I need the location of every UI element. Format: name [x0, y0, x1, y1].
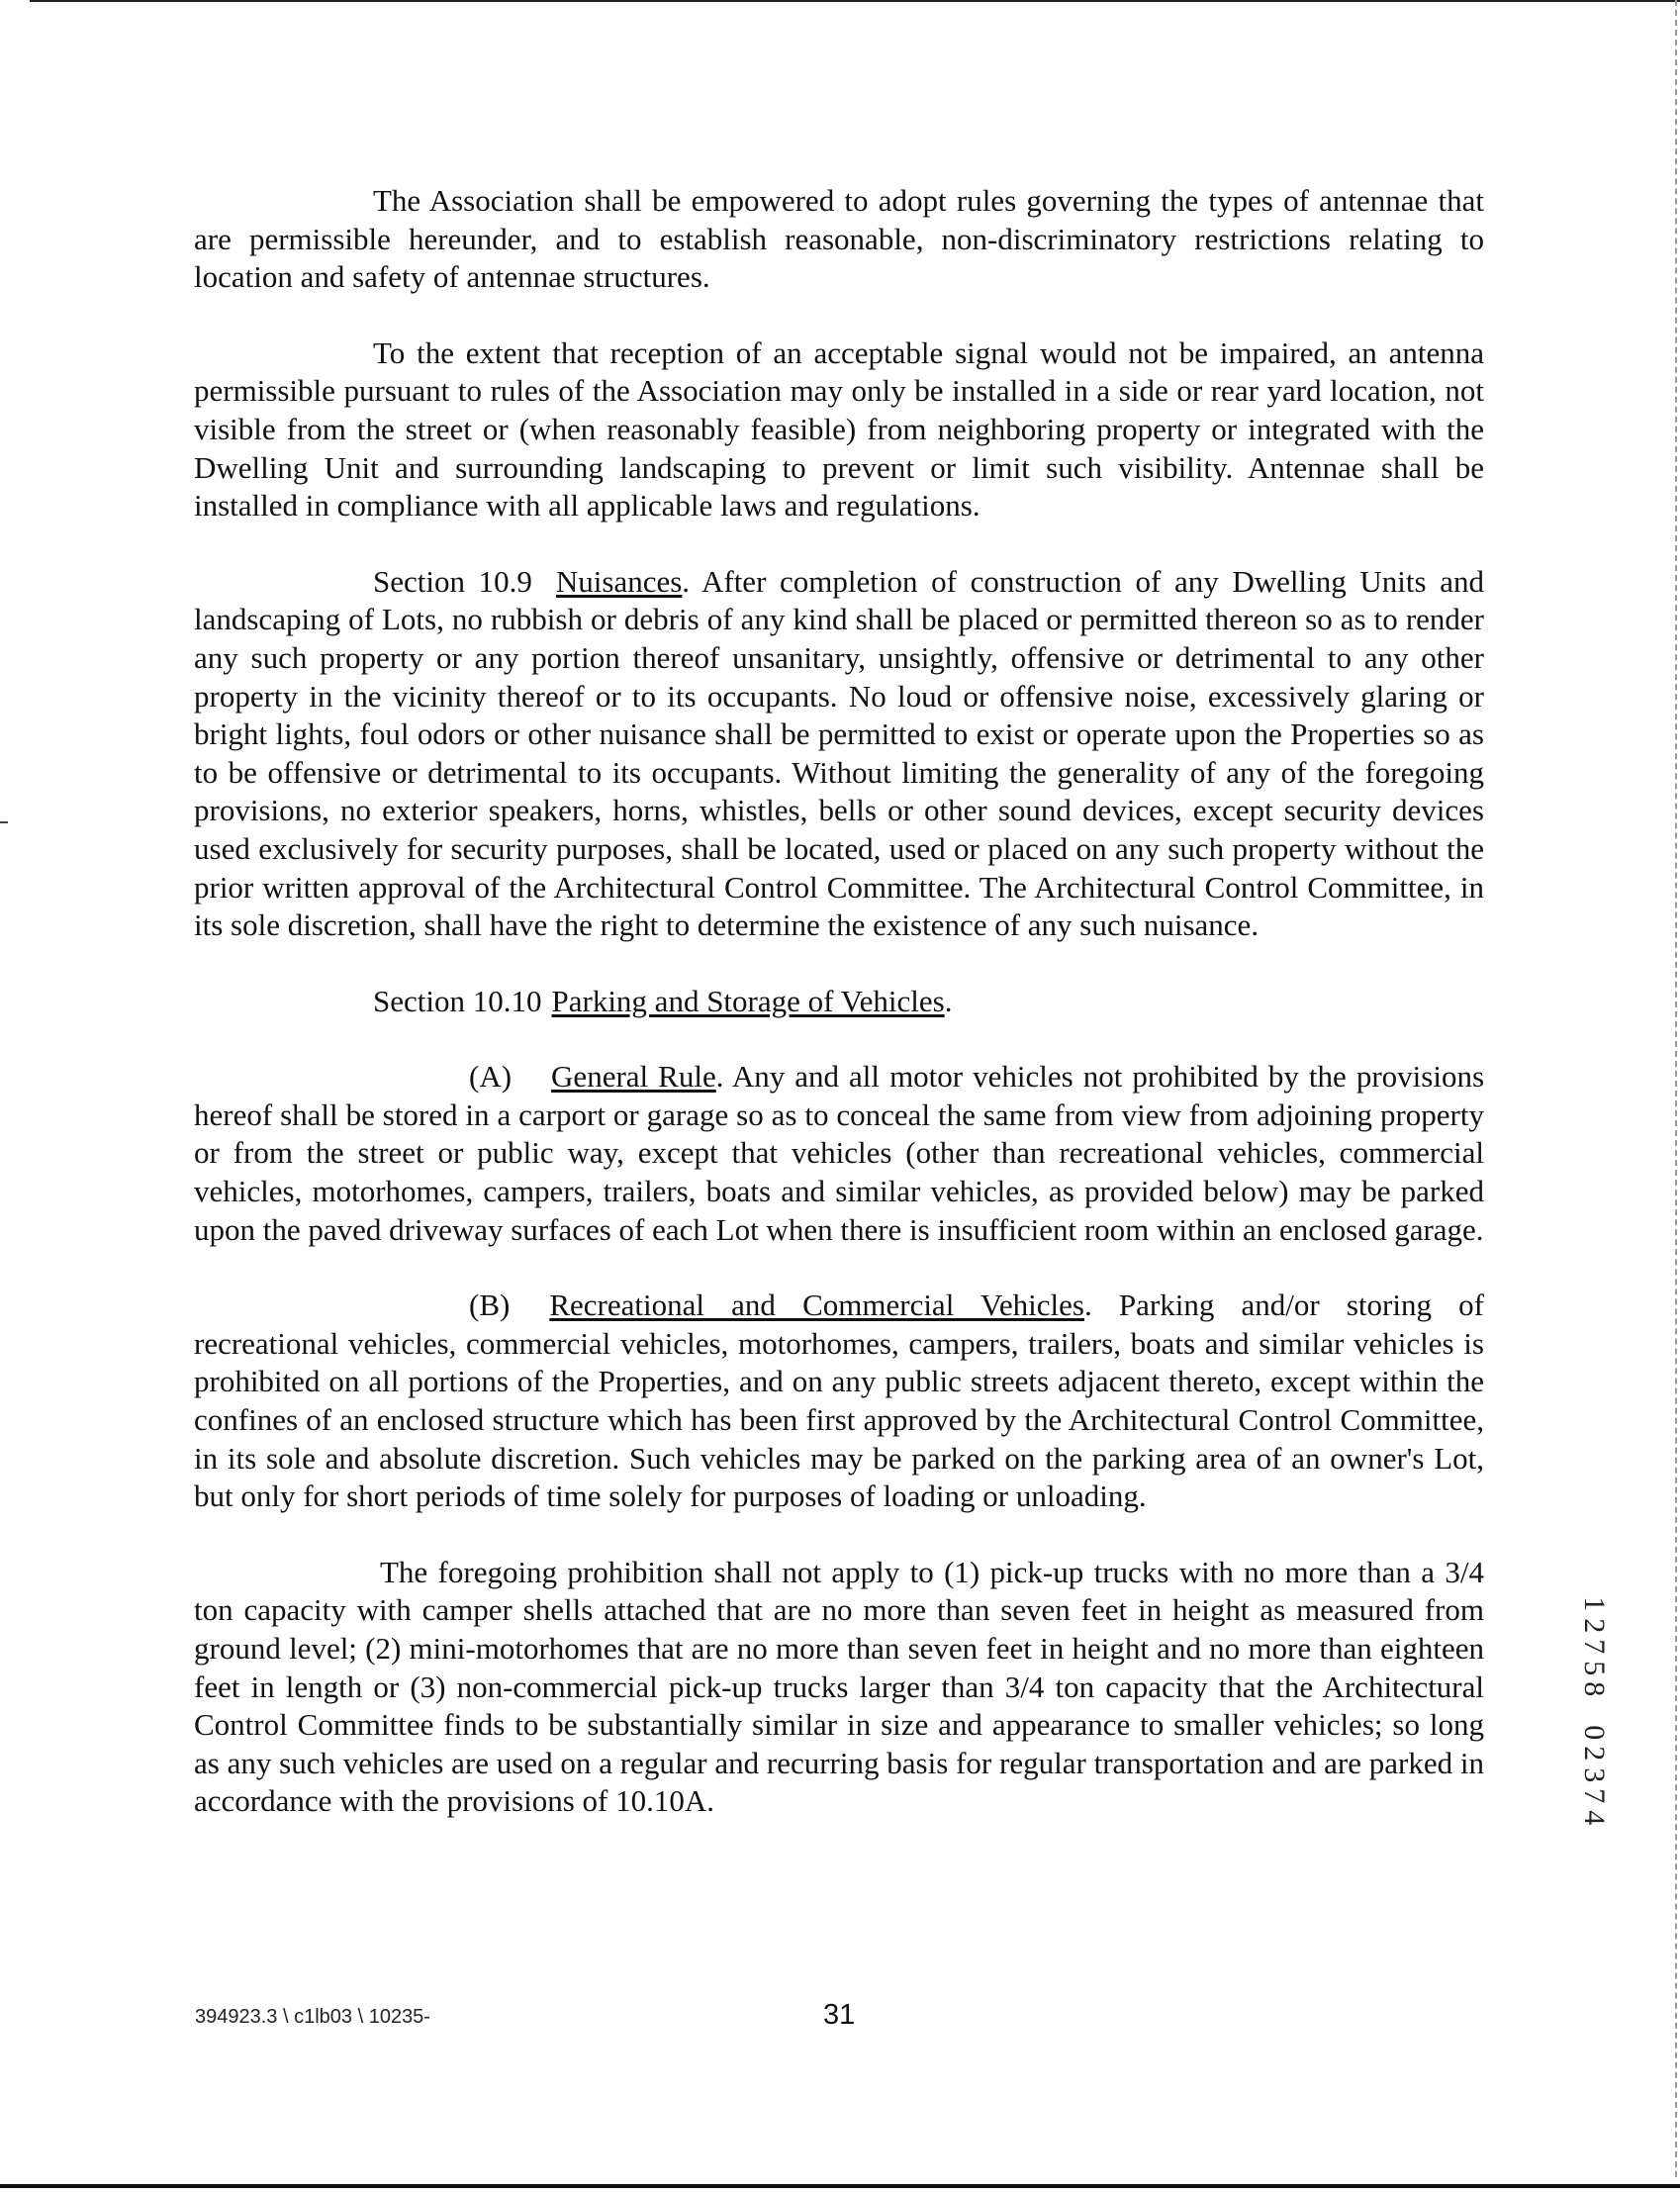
- bottom-border-rule: [0, 2184, 1680, 2188]
- subsection-label: (B): [469, 1287, 511, 1323]
- section-body: . After completion of construction of any Dwelling Units and landscaping of Lots, no rubbish or debris of any kind shall be placed or permitted thereon so as to render any such property or any portion thereof unsanitary, unsightly, offensive or detrimental to any other property in the vicinity thereof or to its occupants. No loud or offensive noise, excessively glaring or bright lights, foul odors or other nuisance shall be permitted to exist or operate upon the Properties so as to be offensive or detrimental to its occupants. Without limiting the generality of any of the foregoing provisions, no exterior speakers, horns, whistles, bells or other sound devices, except security devices used exclusively for security purposes, shall be located, used or placed on any such property without the prior written approval of the Architectural Control Committee. The Architectural Control Committee, in its sole discretion, shall have the right to determine the existence of any such nuisance.: [194, 563, 1484, 943]
- page-number: 31: [823, 1999, 856, 2031]
- stamp-char: 7: [1577, 1788, 1611, 1804]
- stamp-char: 0: [1577, 1724, 1611, 1740]
- stamp-char: 3: [1577, 1766, 1611, 1782]
- subsection-b-recreational-vehicles: [194, 1287, 1484, 1516]
- document-body: [194, 182, 1484, 1859]
- stamp-char: 4: [1577, 1809, 1611, 1825]
- section-10-10-heading: [194, 983, 1484, 1021]
- subsection-title: Recreational and Commercial Vehicles: [549, 1287, 1084, 1323]
- section-number: Section 10.10: [373, 983, 542, 1018]
- scan-left-mark: [0, 821, 8, 823]
- section-number: Section 10.9: [373, 563, 532, 599]
- recording-stamp: [1571, 1593, 1617, 1828]
- paragraph-exception: The foregoing prohibition shall not apply to (1) pick-up trucks with no more than a 3/4 ton capacity with camper shells attached that are no more than seven feet in height as measured from ground level; (2) mini-motorhomes that are no more than seven feet in height and no more than eighteen feet in length or (3) non-commercial pick-up trucks larger than 3/4 ton capacity that the Architectural Control Committee finds to be substantially similar in size and appearance to smaller vehicles; so long as any such vehicles are used on a regular and recurring basis for regular transportation and are parked in accordance with the provisions of 10.10A.: [194, 1554, 1484, 1819]
- top-border-rule: [30, 0, 1680, 2]
- subsection-title: General Rule: [551, 1059, 716, 1095]
- stamp-char: 2: [1577, 1617, 1611, 1633]
- stamp-char: 1: [1577, 1596, 1611, 1612]
- paragraph-antenna-rules: The Association shall be empowered to adopt rules governing the types of antennae that are permissible hereunder, and to establish reasonable, non-discriminatory restrictions relating to location and safety of antennae structures.: [194, 183, 1484, 295]
- footer-document-id: 394923.3 \ c1lb03 \ 10235-: [195, 2006, 430, 2028]
- section-title: Parking and Storage of Vehicles: [551, 983, 945, 1018]
- subsection-label: (A): [469, 1059, 513, 1095]
- section-10-9-nuisances: [194, 563, 1484, 945]
- section-title-end: .: [944, 983, 953, 1018]
- stamp-char: 2: [1577, 1746, 1611, 1762]
- stamp-char: 5: [1577, 1660, 1611, 1675]
- paragraph-antenna-location: To the extent that reception of an acceptable signal would not be impaired, an antenna permissible pursuant to rules of the Association may only be installed in a side or rear yard location, not visible from the street or (when reasonably feasible) from neighboring property or integrated with the Dwelling Unit and surrounding landscaping to prevent or limit such visibility. Antennae shall be installed in compliance with all applicable laws and regulations.: [194, 334, 1484, 524]
- stamp-char: 7: [1577, 1639, 1611, 1655]
- subsection-body: . Parking and/or storing of recreational vehicles, commercial vehicles, motorhomes, campers, trailers, boats and similar vehicles is prohibited on all portions of the Properties, and on any public streets adjacent thereto, except within the confines of an enclosed structure which has been first approved by the Architectural Control Committee, in its sole and absolute discretion. Such vehicles may be parked on the parking area of an owner's Lot, but only for short periods of time solely for purposes of loading or unloading.: [194, 1287, 1484, 1514]
- stamp-char: 8: [1577, 1681, 1611, 1697]
- section-title: Nuisances: [555, 563, 683, 599]
- subsection-body: . Any and all motor vehicles not prohibited by the provisions hereof shall be stored in a carport or garage so as to conceal the same from view from adjoining property or from the street or public way, except that vehicles (other than recreational vehicles, commercial vehicles, motorhomes, campers, trailers, boats and similar vehicles, as provided below) may be parked upon the paved driveway surfaces of each Lot when there is insufficient room within an enclosed garage.: [194, 1059, 1485, 1247]
- subsection-a-general-rule: [194, 1058, 1484, 1249]
- scan-right-edge: [1675, 0, 1677, 2177]
